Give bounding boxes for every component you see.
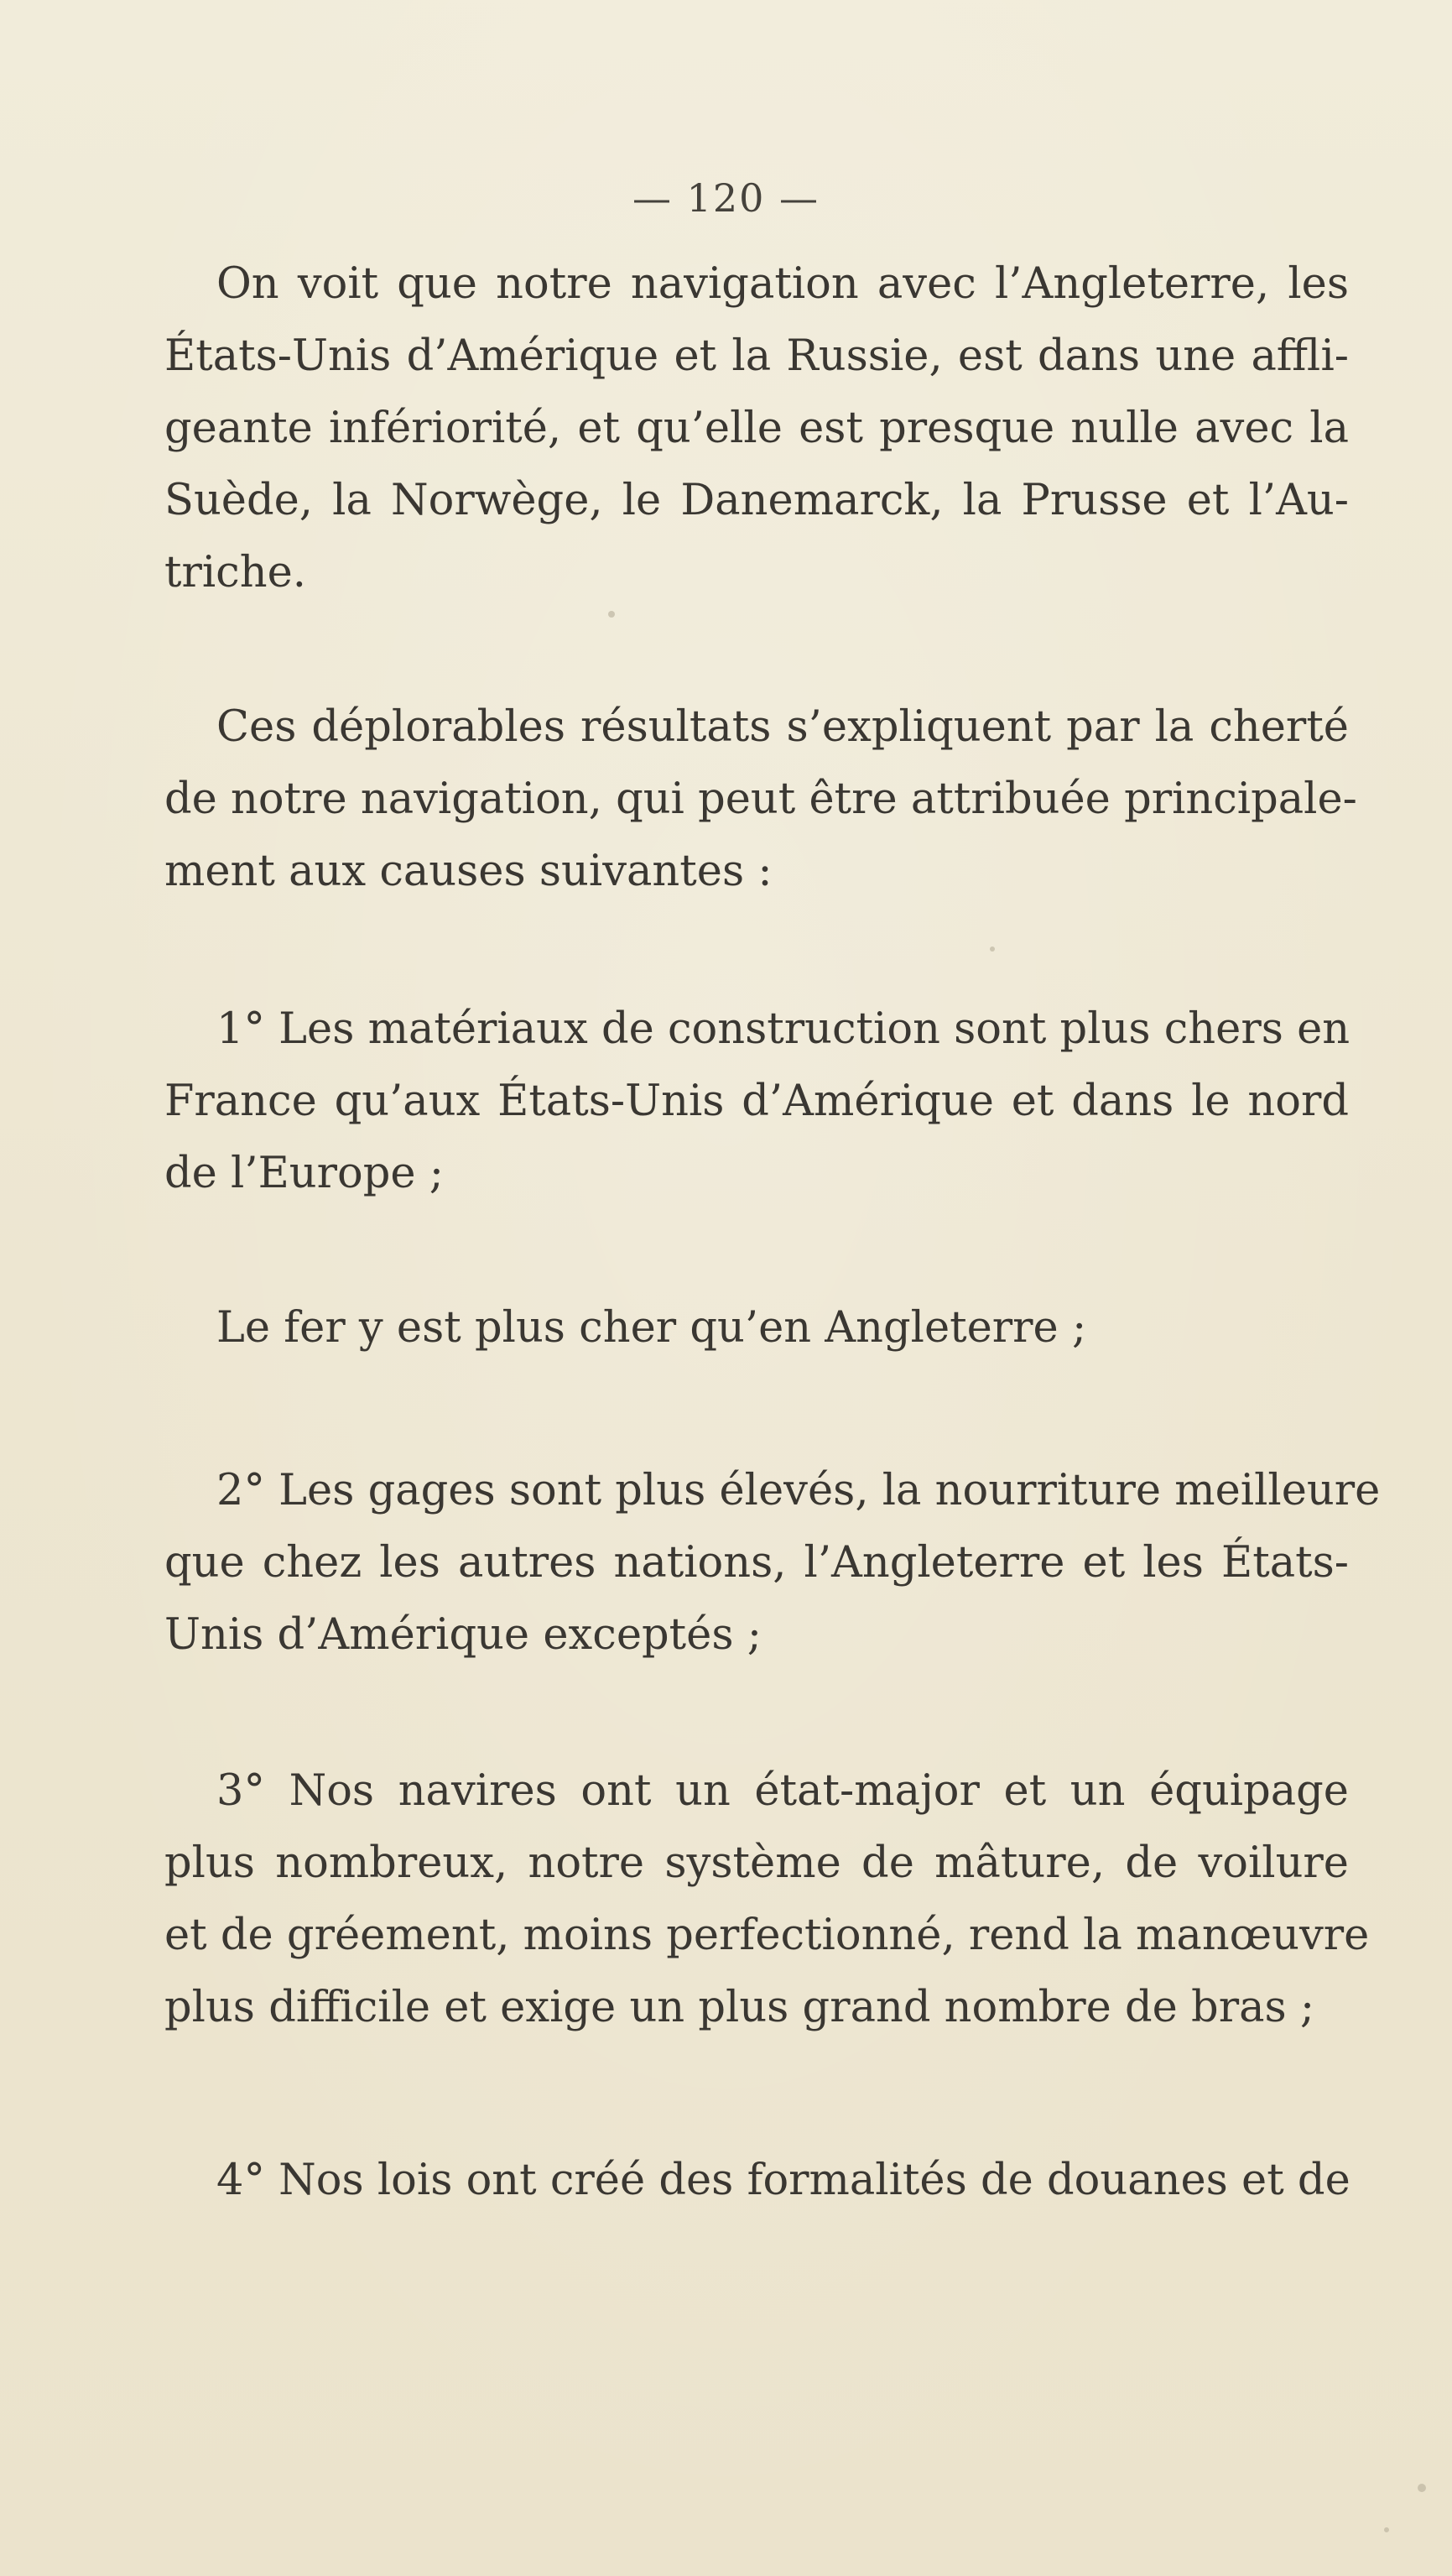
paper-speck — [608, 611, 615, 618]
text-line: plus difficile et exige un plus grand nombre de bras ; — [164, 1983, 1315, 2032]
text-line: États-Unis d’Amérique et la Russie, est dans une affli- — [164, 331, 1349, 381]
paper-speck — [990, 946, 995, 952]
text-line: Suède, la Norwège, le Danemarck, la Prusse et l’Au- — [164, 476, 1349, 525]
text-line: Le fer y est plus cher qu’en Angleterre ; — [216, 1303, 1087, 1353]
text-line: et de gréement, moins perfectionné, rend la manœuvre — [164, 1911, 1370, 1960]
paragraph-iron-price — [164, 1292, 1349, 1364]
text-line: que chez les autres nations, l’Angleterre et les États- — [164, 1538, 1349, 1588]
paragraph-navigation-comparison — [164, 248, 1349, 609]
text-line: ment aux causes suivantes : — [164, 847, 773, 896]
text-line: 3° Nos navires ont un état-major et un équipage — [216, 1766, 1349, 1816]
text-line: triche. — [164, 548, 306, 597]
page-number: — 120 — — [632, 175, 820, 221]
text-line: 1° Les matériaux de construction sont plus chers en — [216, 1004, 1351, 1054]
text-line: Ces déplorables résultats s’expliquent par la cherté — [216, 702, 1349, 752]
text-line: geante infériorité, et qu’elle est presque nulle avec la — [164, 404, 1349, 453]
paragraph-cause-4 — [164, 2145, 1349, 2217]
text-line: On voit que notre navigation avec l’Angleterre, les — [216, 259, 1349, 309]
text-line: de l’Europe ; — [164, 1149, 444, 1198]
text-line: Unis d’Amérique exceptés ; — [164, 1610, 762, 1660]
paper-speck — [1384, 2527, 1389, 2532]
paragraph-cause-3 — [164, 1755, 1370, 2044]
text-line: plus nombreux, notre système de mâture, de voilure — [164, 1838, 1349, 1888]
text-line: France qu’aux États-Unis d’Amérique et dans le nord — [164, 1077, 1349, 1126]
paper-speck — [1418, 2484, 1426, 2492]
paragraph-cause-1 — [164, 993, 1349, 1210]
text-line: 2° Les gages sont plus élevés, la nourriture meilleure — [216, 1466, 1381, 1515]
paragraph-cause-2 — [164, 1455, 1381, 1671]
text-line: de notre navigation, qui peut être attribuée principale- — [164, 774, 1357, 824]
text-line: 4° Nos lois ont créé des formalités de douanes et de — [216, 2156, 1351, 2205]
paragraph-causes-intro — [164, 691, 1357, 908]
